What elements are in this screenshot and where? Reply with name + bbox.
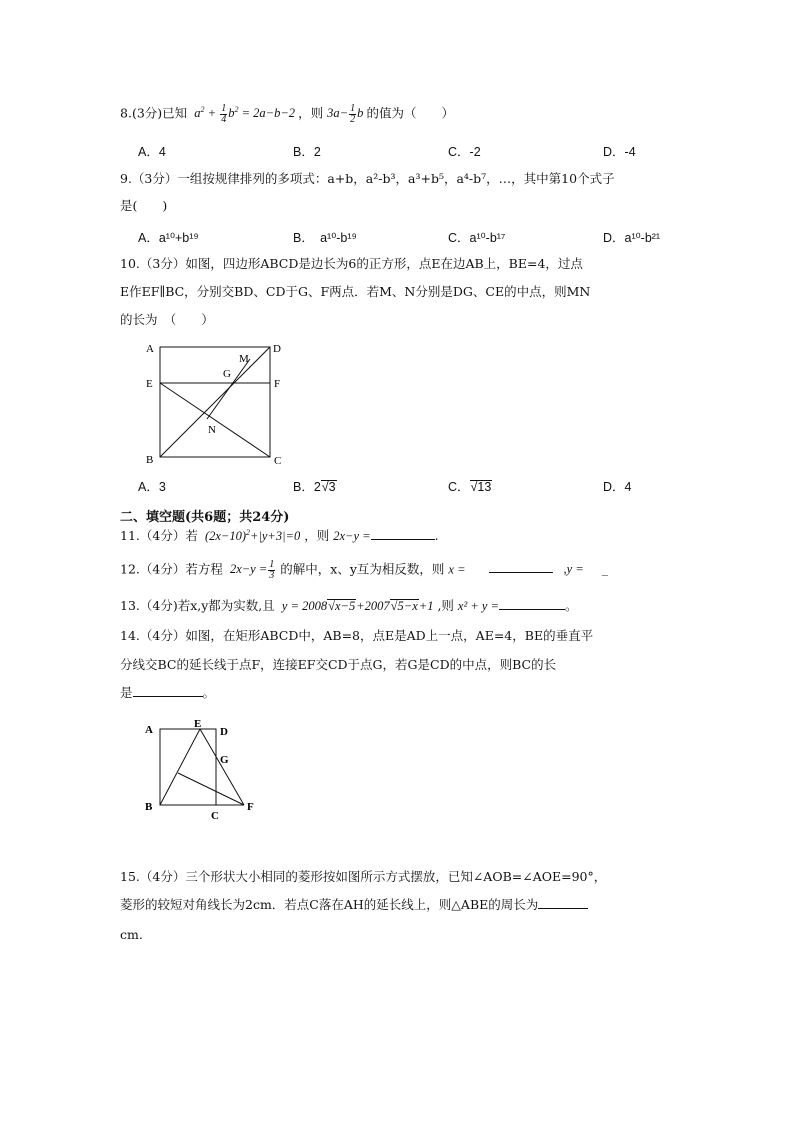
q8-option-b[interactable]: B．2 <box>293 145 321 159</box>
q9-option-b[interactable]: B． a¹⁰-b¹⁹ <box>293 231 357 245</box>
section-heading-fill-in: 二、填空题(共6题；共24分) <box>120 510 290 525</box>
q14-stem-line3: 是 。 <box>120 685 216 700</box>
q10-stem-line1: 10.（3分）如图，四边形ABCD是边长为6的正方形，点E在边AB上，BE=4，过点 <box>120 256 583 271</box>
q14-rectangle-figure <box>140 715 270 825</box>
q8-option-a[interactable]: A．4 <box>138 145 166 159</box>
label-c: C <box>211 810 219 822</box>
label-e: E <box>194 718 202 730</box>
q13-answer-blank[interactable] <box>499 597 565 610</box>
label-c: C <box>274 455 282 467</box>
sqrt-13: √13 <box>470 480 492 494</box>
q8-option-c[interactable]: C．-2 <box>448 145 481 159</box>
fraction-one-quarter: $\frac{1}{4}$ <box>221 103 227 125</box>
sqrt-5-minus-x: √5−x <box>390 599 418 613</box>
q14-stem-line1: 14.（4分）如图，在矩形ABCD中，AB=8，点E是AD上一点，AE=4，BE的垂直平 <box>120 628 594 643</box>
q8-equation: $a^2$ + $\frac{1}{4}$ $b^2 = 2a-b-2$ <box>194 103 296 125</box>
q14-answer-blank[interactable] <box>133 684 203 697</box>
q11-stem: 11.（4分）若 $(2x-10)^2+|y+3|=0$ ，则 2x−y = . <box>120 527 439 543</box>
sqrt-3: √3 <box>321 480 336 494</box>
q8-stem: 8.(3分)已知 $a^2$ + $\frac{1}{4}$ $b^2 = 2a-b-2$ ，则 3a− $\frac{1}{2}$ b 的值为（ ） <box>120 103 454 125</box>
q8-option-d[interactable]: D．-4 <box>603 145 636 159</box>
q10-option-c[interactable]: C．√13 <box>448 480 492 494</box>
q9-option-c[interactable]: C．a¹⁰-b¹⁷ <box>448 231 506 245</box>
label-e: E <box>146 378 153 390</box>
label-f: F <box>247 801 254 813</box>
label-d: D <box>273 343 281 355</box>
q11-answer-blank[interactable] <box>371 527 435 540</box>
label-b: B <box>146 454 154 466</box>
q9-option-a[interactable]: A．a¹⁰+b¹⁹ <box>138 231 199 245</box>
q15-stem-line1: 15.（4分）三个形状大小相同的菱形按如图所示方式摆放，已知∠AOB=∠AOE=90°， <box>120 869 607 884</box>
label-a: A <box>145 724 153 736</box>
q9-stem-line2: 是( ) <box>120 198 168 213</box>
q15-stem-line2: 菱形的较短对角线长为2cm．若点C落在AH的延长线上，则△ABE的周长为 <box>120 896 588 914</box>
q10-stem-line3: 的长为 （ ） <box>120 312 214 327</box>
q13-stem: 13.（4分)若x,y都为实数,且 y = 2008√x−5+2007√5−x+1 ,则 x² + y = 。 <box>120 598 578 613</box>
q10-option-a[interactable]: A．3 <box>138 480 166 494</box>
q15-stem-line3: cm. <box>120 927 143 942</box>
sqrt-x-minus-5: √x−5 <box>328 599 356 613</box>
q15-answer-blank[interactable] <box>538 896 588 909</box>
q14-stem-line2: 分线交BC的延长线于点F，连接EF交CD于点G，若G是CD的中点，则BC的长 <box>120 657 557 672</box>
label-n: N <box>208 424 216 436</box>
q8-expression: 3a− $\frac{1}{2}$ b <box>327 103 364 125</box>
q9-option-d[interactable]: D．a¹⁰-b²¹ <box>603 231 661 245</box>
q10-option-d[interactable]: D．4 <box>603 480 632 494</box>
fraction-one-third: $\frac{1}{3}$ <box>269 559 275 581</box>
label-m: M <box>239 353 249 365</box>
label-a: A <box>146 343 154 355</box>
label-g: G <box>223 368 231 380</box>
q10-option-b[interactable]: B．2√3 <box>293 480 336 494</box>
fraction-one-half: $\frac{1}{2}$ <box>350 103 356 125</box>
label-g: G <box>220 754 229 766</box>
q9-stem-line1: 9.（3分）一组按规律排列的多项式：a+b，a²-b³，a³+b⁵，a⁴-b⁷，…，其中第10个式子 <box>120 171 615 186</box>
q12-x-blank[interactable] <box>489 560 553 573</box>
q10-square-figure <box>140 337 300 467</box>
q12-stem: 12.（4分）若方程 2x−y = $\frac{1}{3}$ 的解中，x、y互为相反数，则 x = ,y = _ <box>120 559 608 581</box>
label-d: D <box>220 726 228 738</box>
label-b: B <box>145 801 153 813</box>
q10-stem-line2: E作EF∥BC，分别交BD、CD于G、F两点．若M、N分别是DG、CE的中点，则MN <box>120 284 591 299</box>
label-f: F <box>274 378 281 390</box>
